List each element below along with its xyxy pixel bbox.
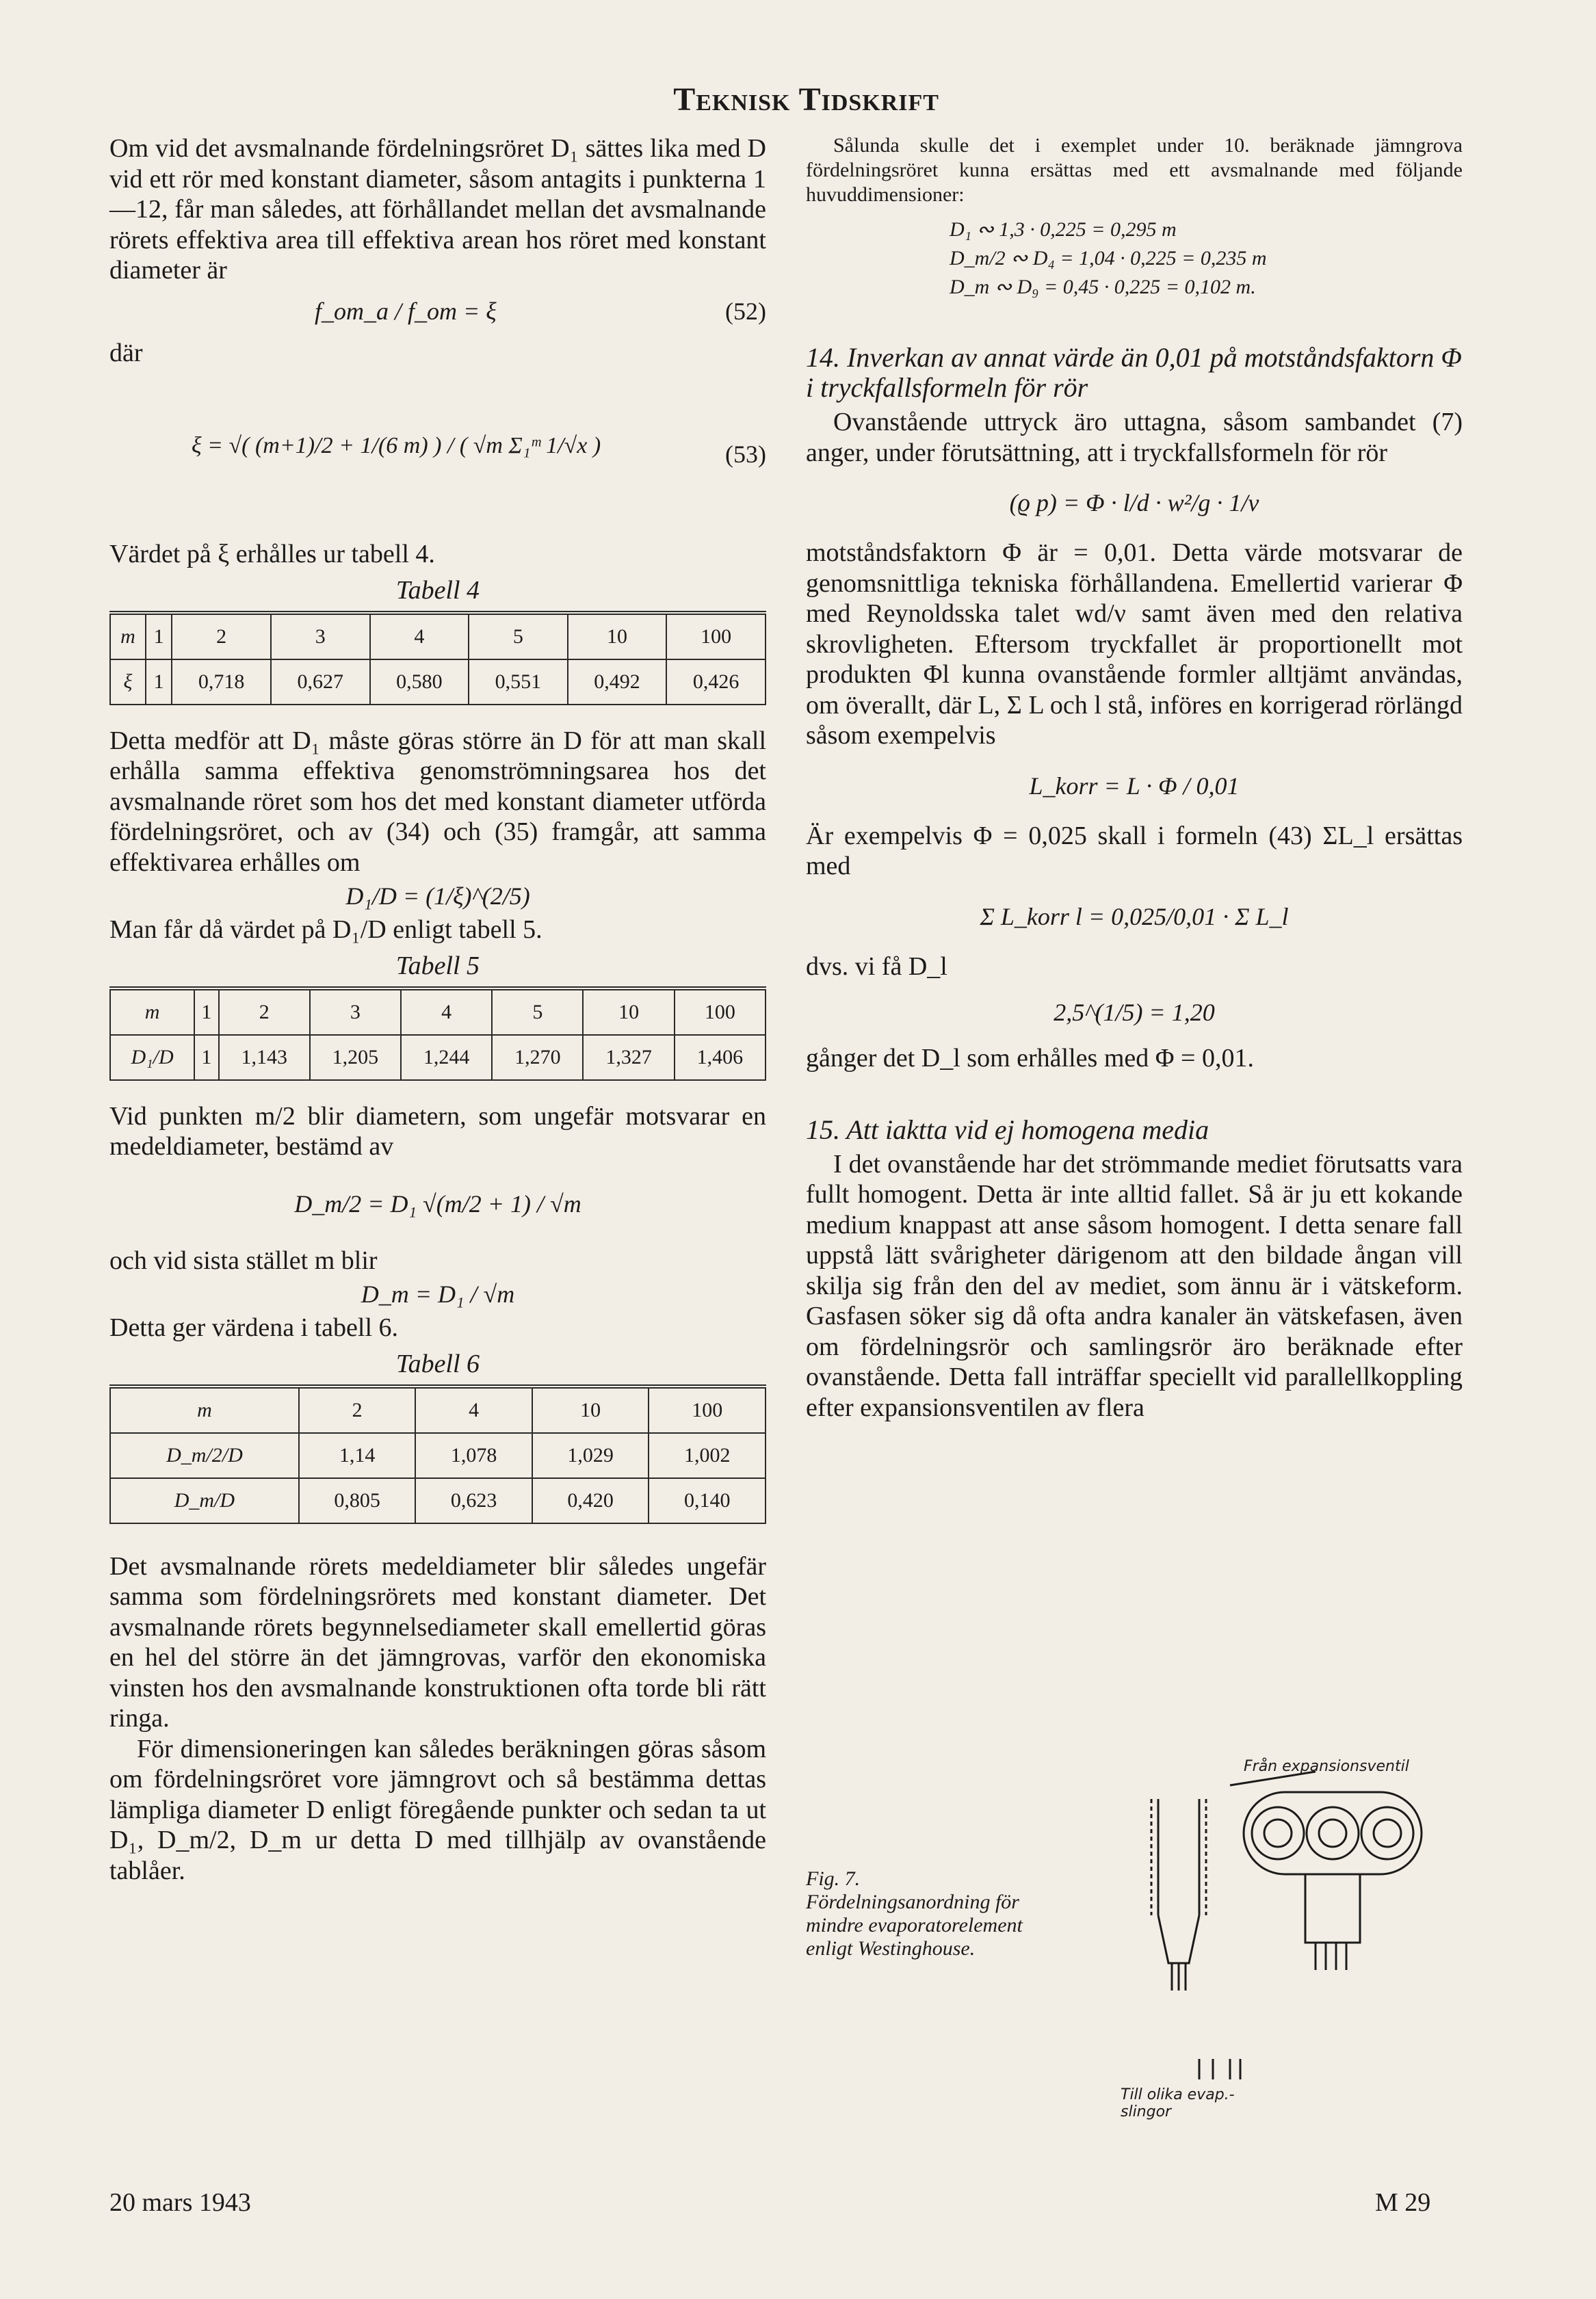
table-cell: 0,805 <box>299 1478 416 1523</box>
equation-53 <box>109 368 766 539</box>
section-14-p1: Ovanstående uttryck äro uttagna, såsom sambandet (7) anger, under förutsättning, att i tryckfallsformeln för rör <box>806 408 1463 467</box>
example-intro: Sålunda skulle det i exemplet under 10. beräknade jämngrova fördelningsröret kunna ersättas med ett avsmalnande med följande huvuddimensioner: <box>806 134 1463 206</box>
table-cell: 3 <box>271 613 370 659</box>
paragraph-6: Detta ger värdena i tabell 6. <box>109 1313 399 1342</box>
table-row <box>110 659 766 705</box>
dimension-d1: D₁ ∾ 1,3 · 0,225 = 0,295 m <box>950 218 1177 241</box>
table-cell: 1,078 <box>415 1433 532 1478</box>
footer-page: M 29 <box>1375 2188 1431 2217</box>
table-cell: 1 <box>146 659 172 705</box>
table-cell: 1 <box>194 1035 218 1080</box>
table-cell: 0,420 <box>532 1478 649 1523</box>
table-cell: 0,718 <box>172 659 271 705</box>
table-6 <box>109 1384 766 1524</box>
paragraph-4: Vid punkten m/2 blir diametern, som ungefär motsvarar en medeldiameter, bestämd av <box>109 1101 766 1161</box>
equation-pressure-drop: (ϱ p) = Φ · l/d · w²/g · 1/v <box>1009 489 1259 516</box>
table-cell: 1,406 <box>675 1035 766 1080</box>
table-cell: 1 <box>194 988 218 1035</box>
figure-label-bottom: Till olika evap.-slingor <box>1121 2086 1235 2120</box>
table4-intro: Värdet på ξ erhålles ur tabell 4. <box>109 540 435 568</box>
figure-7 <box>806 1758 1463 2148</box>
paragraph-7: Det avsmalnande rörets medeldiameter blir således ungefär samma som fördelningsrörets med konstant diameter. Det avsmalnande rörets begynnelsediameter skall emellertid göras en hel del större än det jämngrovas, varför den ekonomiska vinsten hos den avsmalnande konstruktionen ofta torde bli rätt ringa. <box>109 1551 766 1733</box>
table-cell: m <box>110 1387 299 1433</box>
paragraph-3: Man får då värdet på D₁/D enligt tabell 5. <box>109 915 542 944</box>
equation-53-number: (53) <box>725 441 766 468</box>
table-cell: 10 <box>568 613 667 659</box>
table-cell: 5 <box>469 613 568 659</box>
table-cell: 1 <box>146 613 172 659</box>
right-column <box>806 133 1463 1423</box>
table-row <box>110 1035 766 1080</box>
table-cell: 0,426 <box>666 659 766 705</box>
table4-caption: Tabell 4 <box>395 575 480 605</box>
table-cell: 4 <box>401 988 492 1035</box>
table-cell: 1,244 <box>401 1035 492 1080</box>
table-cell: 100 <box>675 988 766 1035</box>
table-cell: D_m/D <box>110 1478 299 1523</box>
dimensions-list <box>950 215 1463 302</box>
dimension-dm2: D_m/2 ∾ D₄ = 1,04 · 0,225 = 0,235 m <box>950 247 1267 270</box>
table-4 <box>109 611 766 705</box>
section-15-heading: 15. Att iaktta vid ej homogena media <box>806 1114 1209 1145</box>
table-cell: 10 <box>583 988 674 1035</box>
section-14-heading: 14. Inverkan av annat värde än 0,01 på motståndsfaktorn Φ i tryckfallsformeln för rör <box>806 342 1462 403</box>
journal-header: Teknisk Tidskrift <box>673 81 939 118</box>
table-cell: 1,14 <box>299 1433 416 1478</box>
paragraph-5: och vid sista stället m blir <box>109 1246 378 1275</box>
table-cell: m <box>110 613 146 659</box>
footer-date: 20 mars 1943 <box>109 2188 251 2217</box>
equation-dm: D_m = D₁ / √m <box>361 1280 515 1308</box>
table-cell: 1,143 <box>219 1035 310 1080</box>
table-cell: 0,627 <box>271 659 370 705</box>
section-15-p1: I det ovanstående har det strömmande mediet förutsatts vara fullt homogent. Detta är inte alltid fallet. Så är ju ett kokande medium knappast att anse såsom homogent. I detta senare fall uppstå lätt svårigheter därigenom att den bildade ångan vill skilja sig från den del av mediet, som ännu är i vätskeform. Gasfasen söker sig då ofta andra kanaler än vätskefasen, även om fördelningsrör och samlingsrör äro beräknade efter ovanstående. Detta fall inträffar speciellt vid parallellkoppling efter expansionsventilen av flera <box>806 1149 1463 1422</box>
table-cell: 2 <box>172 613 271 659</box>
table-row <box>110 1387 766 1433</box>
section-14-p4: dvs. vi få D_l <box>806 951 947 981</box>
section-14-p5: gånger det D_l som erhålles med Φ = 0,01. <box>806 1044 1254 1073</box>
table-row <box>110 1433 766 1478</box>
table-cell: 0,140 <box>649 1478 766 1523</box>
table-row <box>110 988 766 1035</box>
table-cell: 3 <box>310 988 401 1035</box>
table-cell: 5 <box>492 988 583 1035</box>
table-row <box>110 1478 766 1523</box>
equation-lkorr: L_korr = L · Φ / 0,01 <box>1029 772 1240 800</box>
table-cell: ξ <box>110 659 146 705</box>
paragraph-2: Detta medför att D₁ måste göras större än D för att man skall erhålla samma effektiva genomströmningsarea hos det avsmalnande röret som hos det med konstant diameter utförda fördelningsröret, och av (34) och (35) framgår, att samma effektivarea erhålles om <box>109 726 766 877</box>
table5-caption: Tabell 5 <box>395 951 480 980</box>
table-cell: 0,492 <box>568 659 667 705</box>
equation-52 <box>109 290 766 338</box>
equation-d1: D₁/D = (1/ξ)^(2/5) <box>345 882 530 910</box>
table-cell: 4 <box>415 1387 532 1433</box>
left-column <box>109 133 766 1886</box>
table-cell: D₁/D <box>110 1035 194 1080</box>
table-5 <box>109 986 766 1081</box>
table-cell: 100 <box>649 1387 766 1433</box>
table-cell: 1,327 <box>583 1035 674 1080</box>
equation-power: 2,5^(1/5) = 1,20 <box>1054 999 1215 1026</box>
equation-sum: Σ L_korr l = 0,025/0,01 · Σ L_l <box>980 902 1289 930</box>
equation-53-text: ξ = √( (m+1)/2 + 1/(6 m) ) / ( √m Σ₁ᵐ 1/√x ) <box>192 433 601 458</box>
table-cell: 1,002 <box>649 1433 766 1478</box>
table6-caption: Tabell 6 <box>395 1349 480 1378</box>
table-cell: 2 <box>299 1387 416 1433</box>
equation-dm2: D_m/2 = D₁ √(m/2 + 1) / √m <box>294 1190 581 1218</box>
table-cell: 0,623 <box>415 1478 532 1523</box>
equation-52-number: (52) <box>725 297 766 325</box>
table-cell: D_m/2/D <box>110 1433 299 1478</box>
figure-outline <box>1151 1772 1422 2079</box>
equation-52-text: f_om_a / f_om = ξ <box>315 297 497 325</box>
figure-label-top: Från expansionsventil <box>1244 1758 1409 1775</box>
paragraph-8: För dimensioneringen kan således beräkningen göras såsom om fördelningsröret vore jämngrovt och så bestämma dettas lämpliga diameter D enligt föregående punkter och sedan ta ut D₁, D_m/2, D_m ur detta D med tillhjälp av ovanstående tablåer. <box>109 1734 766 1885</box>
table-row <box>110 613 766 659</box>
table-cell: m <box>110 988 194 1035</box>
intro-paragraph: Om vid det avsmalnande fördelningsröret D₁ sättes lika med D vid ett rör med konstant diameter, såsom antagits i punkterna 1—12, får man således, att förhållandet mellan det avsmalnande rörets effektiva area till effektiva arean hos röret med konstant diameter är <box>109 134 766 285</box>
figure-7-caption: Fig. 7. Fördelningsanordning för mindre evaporatorelement enligt Westinghouse. <box>806 1867 1023 1960</box>
section-14-p2: motståndsfaktorn Φ är = 0,01. Detta värde motsvarar de genomsnittliga tekniska förhållandena. Emellertid varierar Φ med Reynoldsska talet wd/ν samt även med den relativa skrovligheten. Eftersom tryckfallet är proportionellt mot produkten Φl kunna ovanstående formler alltjämt användas, om överallt, där L, Σ L och l stå, införes en korrigerad rörlängd såsom exempelvis <box>806 538 1463 750</box>
table-cell: 10 <box>532 1387 649 1433</box>
table-cell: 100 <box>666 613 766 659</box>
table-cell: 0,580 <box>370 659 469 705</box>
dar-label: där <box>109 338 143 367</box>
table-cell: 1,270 <box>492 1035 583 1080</box>
table-cell: 4 <box>370 613 469 659</box>
table-cell: 1,205 <box>310 1035 401 1080</box>
table-cell: 1,029 <box>532 1433 649 1478</box>
dimension-dm: D_m ∾ D₉ = 0,45 · 0,225 = 0,102 m. <box>950 276 1256 298</box>
section-14-p3: Är exempelvis Φ = 0,025 skall i formeln (43) ΣL_l ersättas med <box>806 821 1463 880</box>
table-cell: 0,551 <box>469 659 568 705</box>
table-cell: 2 <box>219 988 310 1035</box>
